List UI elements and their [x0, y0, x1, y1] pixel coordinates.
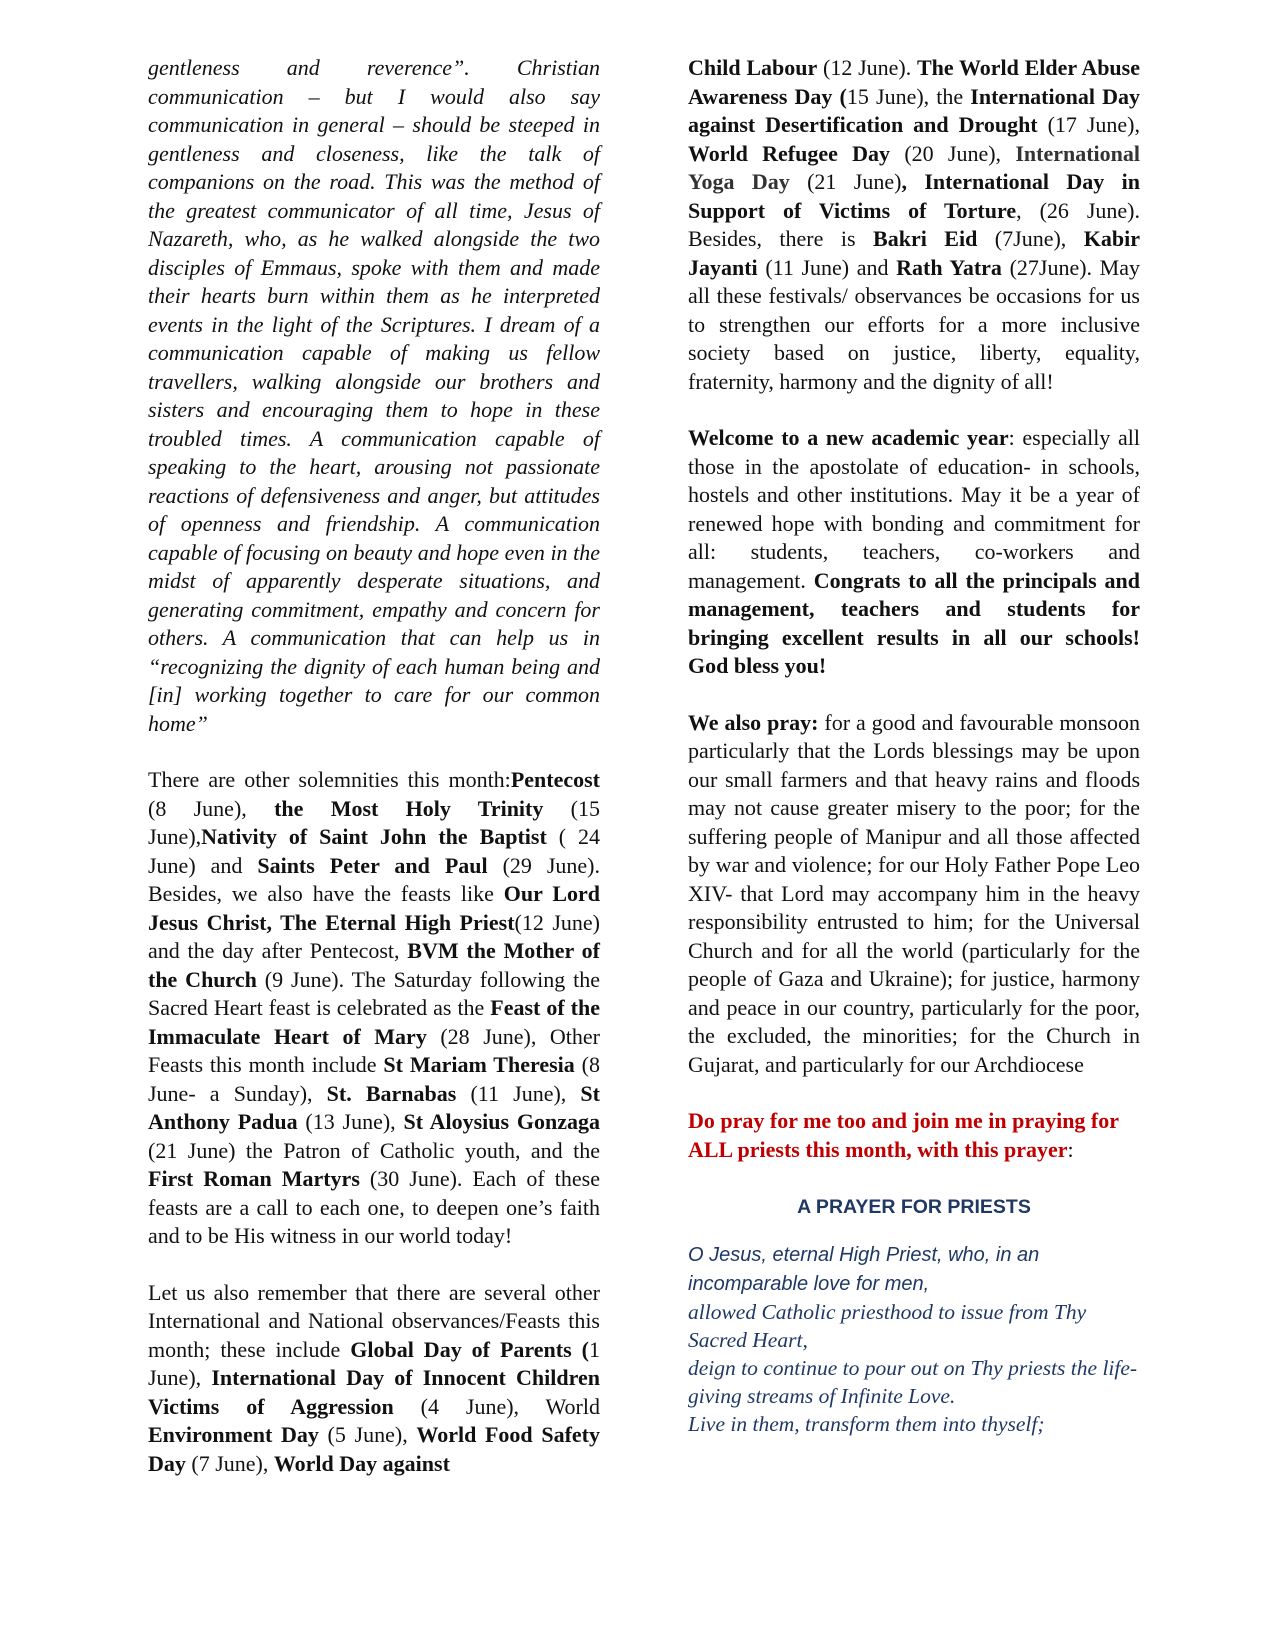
prayer-line: deign to continue to pour out on Thy priests the life-giving streams of Infinite Love. — [688, 1356, 1138, 1408]
text-run: (4 June), World — [393, 1393, 600, 1419]
text-run: (30 June). Each of these feasts are a call to each one, to deepen one’s faith and to be His witness in our world today! — [148, 1166, 600, 1248]
text-run: (15 June), — [148, 795, 600, 849]
observance-name: World Refugee Day — [688, 140, 891, 166]
text-run: 1 June), — [148, 1336, 600, 1390]
text-run: (7 June), — [185, 1450, 274, 1476]
prayer-request-text: Do pray for me too and join me in praying for ALL priests this month, with this prayer — [688, 1108, 1119, 1162]
text-run: (29 June). Besides, we also have the feasts like — [148, 852, 601, 906]
text-run: (11 June) and — [757, 254, 897, 280]
academic-year-heading: Welcome to a new academic year — [688, 425, 1009, 450]
feast-name: Pentecost — [510, 767, 600, 792]
prayer-line: O Jesus, eternal High Priest, who, in an incomparable love for men, — [688, 1244, 1040, 1295]
text-run: (21 June) the Patron of Catholic youth, and the — [148, 1137, 600, 1163]
prayer-request — [688, 1107, 1140, 1164]
observance-name: International Day of Innocent Children Victims of Aggression — [148, 1365, 600, 1419]
festival-name: Bakri Eid — [873, 226, 978, 251]
festival-name: Rath Yatra — [896, 254, 1002, 280]
text-run: (8 June- a Sunday), — [148, 1052, 600, 1106]
text-run: : especially all those in the apostolate of education- in schools, hostels and other institutions. May it be a year of renewed hope with bonding and commitment for all: students, teachers, co-workers and management. — [688, 425, 1140, 593]
feast-name: Saints Peter and Paul — [257, 852, 488, 878]
text-run: (12 June) and the day after Pentecost, — [148, 909, 600, 963]
text-run: (5 June), — [318, 1422, 417, 1447]
prayer-heading: A PRAYER FOR PRIESTS — [797, 1196, 1031, 1218]
text-run: (7June), — [977, 226, 1084, 251]
observance-name: International Yoga Day — [688, 140, 1141, 194]
text-run: (27June). May all these festivals/ observances be occasions for us to strengthen our efforts for a more inclusive society based on justice, liberty, equality, fraternity, harmony and the dignity of all! — [688, 254, 1140, 394]
text-run: (11 June), — [456, 1080, 581, 1106]
congrats-text: Congrats to all the principals and management, teachers and students for bringing excellent results in all our schools! God bless you! — [688, 567, 1140, 678]
pray-heading: We also pray: — [688, 709, 819, 735]
prayer-text — [688, 1240, 1140, 1438]
observance-name: , International Day in Support of Victims of Torture — [688, 169, 1140, 223]
academic-year-paragraph — [688, 424, 1140, 681]
feast-name: BVM the Mother of the Church — [148, 938, 601, 992]
feast-name: St Anthony Padua — [148, 1080, 600, 1134]
feast-name: First Roman Martyrs — [148, 1166, 360, 1191]
text-run: (12 June). — [817, 55, 917, 80]
feast-name: Nativity of Saint John the Baptist — [201, 824, 547, 849]
communication-paragraph — [148, 54, 600, 738]
text-run: (9 June). The Saturday following the Sacred Heart feast is celebrated as the — [148, 966, 600, 1020]
observance-name: Environment Day — [148, 1422, 319, 1447]
text-run: for a good and favourable monsoon particularly that the Lords blessings may be upon our small farmers and that heavy rains and floods may not cause greater misery to the poor; for the suffering people of Manipur and all those affected by war and violence; for our Holy Father Pope Leo XIV- that Lord may accompany him in the heavy responsibility entrusted to him; for the Universal Church and for all the world (particularly for the people of Gaza and Ukraine); for justice, harmony and peace in our country, particularly for the poor, the excluded, the minorities; for the Church in Gujarat, and particularly for our Archdiocese — [688, 709, 1140, 1077]
feast-name: Our Lord Jesus Christ, The Eternal High Priest — [148, 881, 601, 935]
text-run: There are other solemnities this month: — [148, 767, 511, 792]
feast-name: St Mariam Theresia — [383, 1052, 575, 1077]
feast-name: St. Barnabas — [326, 1080, 457, 1106]
pray-paragraph — [688, 709, 1140, 1080]
prayer-line: allowed Catholic priesthood to issue from Thy Sacred Heart, — [688, 1300, 1087, 1352]
text-run: (28 June), Other Feasts this month include — [148, 1023, 600, 1077]
text-run: ( 24 June) and — [148, 824, 600, 878]
text-run: (21 June) — [789, 169, 902, 194]
observance-name: The World Elder Abuse Awareness Day ( — [688, 55, 1140, 109]
prayer-line: Live in them, transform them into thyself; — [688, 1412, 1045, 1436]
observances-continued-paragraph — [688, 54, 1140, 396]
text-run: Let us also remember that there are several other International and National observances/Feasts this month; these include — [148, 1279, 600, 1362]
text-run: (17 June), — [1037, 112, 1140, 137]
observance-name: World Day against — [273, 1450, 450, 1476]
observances-paragraph — [148, 1279, 600, 1479]
solemnities-paragraph — [148, 766, 600, 1251]
observance-name: Child Labour — [688, 55, 818, 80]
communication-text: gentleness and reverence”. Christian communication – but I would also say communication in general – should be steeped in gentleness and closeness, like the talk of companions on the road. This was the method of the greatest communicator of all time, Jesus of Nazareth, who, as he walked alongside the two disciples of Emmaus, spoke with them and made their hearts burn within them as he interpreted events in the light of the Scriptures. I dream of a communication capable of making us fellow travellers, walking alongside our brothers and sisters and encouraging them to hope in these troubled times. A communication capable of speaking to the heart, arousing not passionate reactions of defensiveness and anger, but attitudes of openness and friendship. A communication capable of focusing on beauty and hope even in the midst of apparently desperate situations, and generating commitment, empathy and concern for others. A communication that can help us in “recognizing the dignity of each human being and [in] working together to care for our common home” — [148, 55, 600, 736]
feast-name: Feast of the Immaculate Heart of Mary — [148, 995, 600, 1049]
observance-name: Global Day of Parents ( — [350, 1336, 589, 1362]
observance-name: World Food Safety Day — [148, 1422, 601, 1476]
right-column — [688, 54, 1140, 1438]
text-run: (20 June), — [890, 140, 1016, 166]
feast-name: St Aloysius Gonzaga — [403, 1109, 600, 1134]
feast-name: the Most Holy Trinity — [274, 795, 544, 821]
text-run: 15 June), the — [846, 83, 971, 109]
left-column — [148, 54, 600, 1478]
text-run: , (26 June). Besides, there is — [688, 197, 1140, 251]
text-run: (8 June), — [148, 795, 275, 821]
observance-name: International Day against Desertification and Drought — [688, 83, 1140, 137]
festival-name: Kabir Jayanti — [688, 226, 1140, 280]
text-run: (13 June), — [297, 1109, 404, 1134]
text-run: : — [1067, 1136, 1074, 1162]
